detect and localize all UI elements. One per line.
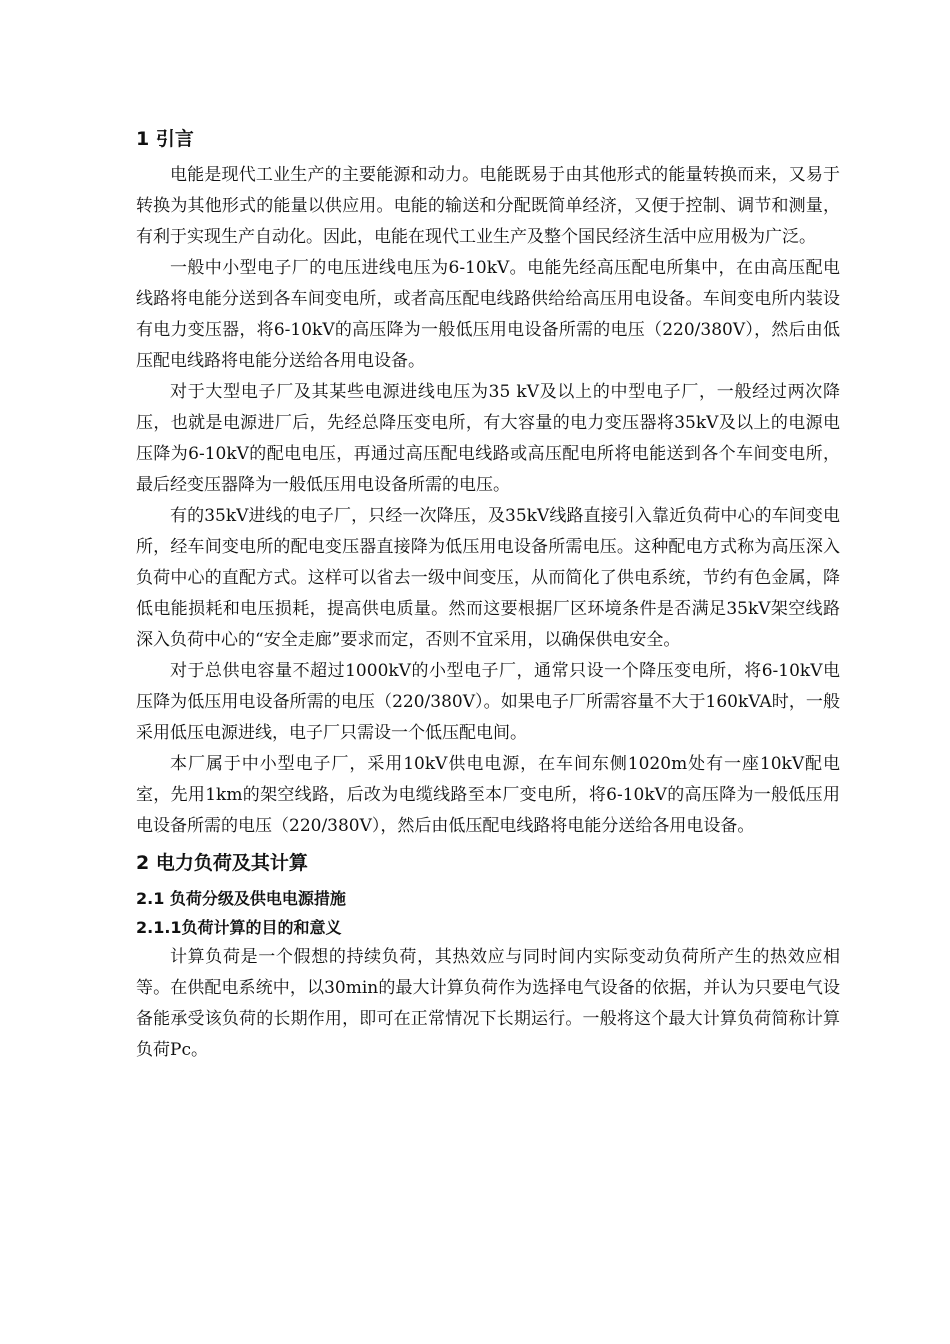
- section-1-heading: 1 引言: [136, 128, 194, 150]
- document-page: [136, 118, 840, 1066]
- section-1-paragraph-2: 一般中小型电子厂的电压进线电压为6-10kV。电能先经高压配电所集中，在由高压配电线路将电能分送到各车间变电所，或者高压配电线路供给给高压用电设备。车间变电所内装设有电力变压器，将6-10kV的高压降为一般低压用电设备所需的电压（220/380V），然后由低压配电线路将电能分送给各用电设备。: [136, 258, 840, 371]
- section-2-heading: 2 电力负荷及其计算: [136, 852, 308, 874]
- section-1-paragraph-1: 电能是现代工业生产的主要能源和动力。电能既易于由其他形式的能量转换而来，又易于转换为其他形式的能量以供应用。电能的输送和分配既简单经济，又便于控制、调节和测量，有利于实现生产自动化。因此，电能在现代工业生产及整个国民经济生活中应用极为广泛。: [136, 165, 840, 247]
- section-1-paragraph-3: 对于大型电子厂及其某些电源进线电压为35 kV及以上的中型电子厂，一般经过两次降压，也就是电源进厂后，先经总降压变电所，有大容量的电力变压器将35kV及以上的电源电压降为6-10kV的配电电压，再通过高压配电线路或高压配电所将电能送到各个车间变电所，最后经变压器降为一般低压用电设备所需的电压。: [136, 382, 840, 495]
- section-2-1-1-paragraph-1: 计算负荷是一个假想的持续负荷，其热效应与同时间内实际变动负荷所产生的热效应相等。在供配电系统中，以30min的最大计算负荷作为选择电气设备的依据，并认为只要电气设备能承受该负荷的长期作用，即可在正常情况下长期运行。一般将这个最大计算负荷简称计算负荷Pc。: [136, 947, 840, 1060]
- section-2-1-1-heading: 2.1.1负荷计算的目的和意义: [136, 918, 342, 937]
- section-2-1-heading: 2.1 负荷分级及供电电源措施: [136, 889, 346, 908]
- section-1-paragraph-6: 本厂属于中小型电子厂，采用10kV供电电源，在车间东侧1020m处有一座10kV配电室，先用1km的架空线路，后改为电缆线路至本厂变电所，将6-10kV的高压降为一般低压用电设备所需的电压（220/380V），然后由低压配电线路将电能分送给各用电设备。: [136, 754, 840, 836]
- section-1-paragraph-4: 有的35kV进线的电子厂，只经一次降压，及35kV线路直接引入靠近负荷中心的车间变电所，经车间变电所的配电变压器直接降为低压用电设备所需电压。这种配电方式称为高压深入负荷中心的直配方式。这样可以省去一级中间变压，从而简化了供电系统，节约有色金属，降低电能损耗和电压损耗，提高供电质量。然而这要根据厂区环境条件是否满足35kV架空线路深入负荷中心的“安全走廊”要求而定，否则不宜采用，以确保供电安全。: [136, 506, 840, 650]
- section-1-paragraph-5: 对于总供电容量不超过1000kV的小型电子厂，通常只设一个降压变电所，将6-10kV电压降为低压用电设备所需的电压（220/380V）。如果电子厂所需容量不大于160kVA时，一般采用低压电源进线，电子厂只需设一个低压配电间。: [136, 661, 840, 743]
